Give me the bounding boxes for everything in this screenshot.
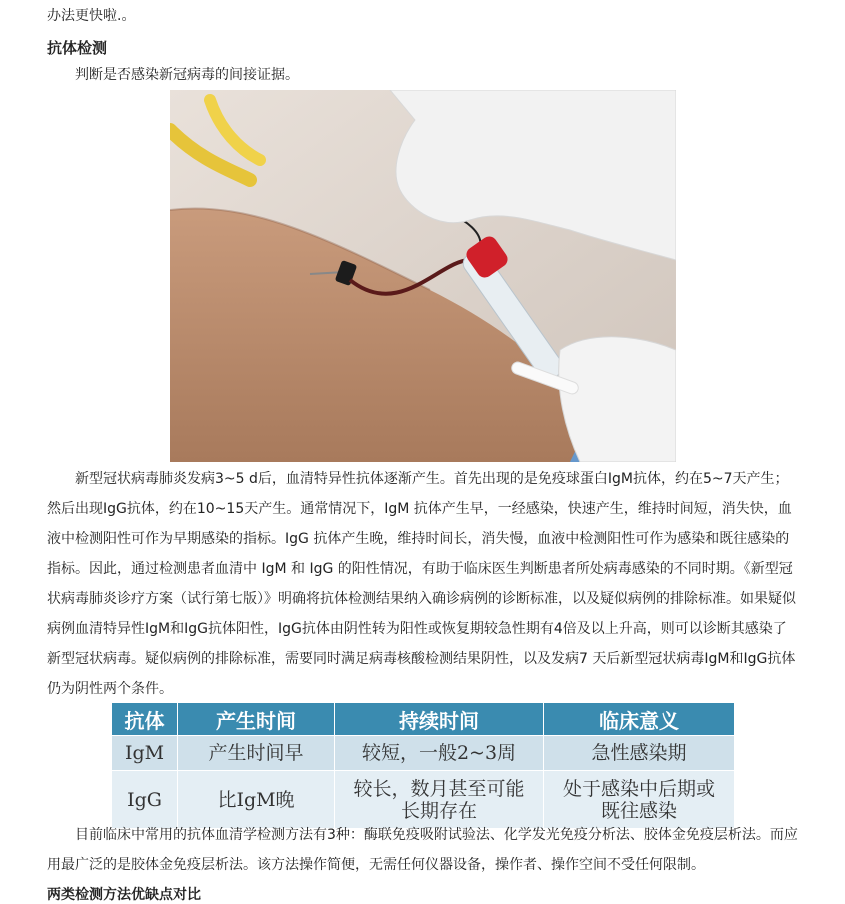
paragraph-antibody-info: 新型冠状病毒肺炎发病3~5 d后，血清特异性抗体逐渐产生。首先出现的是免疫球蛋白IgM抗体，约在5~7天产生；然后出现IgG抗体，约在10~15天产生。通常情况下，IgM 抗体产生早，一经感染，快速产生，维持时间短，消失快，血液中检测阳性可作为早期感染的指标。IgG 抗体产生晚，维持时间长，消失慢，血液中检测阳性可作为感染和既往感染的指标。因此，通过检测患者血清中 IgM 和 IgG 的阳性情况，有助于临床医生判断患者所处病毒感染的不同时期。《新型冠状病毒肺炎诊疗方案（试行第七版）》明确将抗体检测结果纳入确诊病例的诊断标准，以及疑似病例的排除标准。如果疑似病例血清特异性IgM和IgG抗体阳性，IgG抗体由阴性转为阳性或恢复期较急性期有4倍及以上升高，则可以诊断其感染了新型冠状病毒。疑似病例的排除标准，需要同时满足病毒核酸检测结果阴性，以及发病7 天后新型冠状病毒IgM和IgG抗体仍为阴性两个条件。 bbox=[47, 471, 796, 697]
section-heading: 抗体检测 bbox=[47, 39, 108, 57]
antibody-comparison-table bbox=[111, 702, 735, 829]
blood-draw-illustration bbox=[170, 90, 676, 462]
gloved-hand-bottom bbox=[559, 337, 676, 462]
table-cell: IgG bbox=[112, 771, 178, 829]
table-cell: 较短，一般2~3周 bbox=[335, 736, 544, 771]
table-cell: 产生时间早 bbox=[178, 736, 335, 771]
next-heading-partial: 两类检测方法优缺点对比 bbox=[47, 887, 201, 903]
intro-text: 判断是否感染新冠病毒的间接证据。 bbox=[75, 67, 299, 83]
blood-draw-photo bbox=[170, 90, 676, 462]
table-cell: 处于感染中后期或既往感染 bbox=[544, 771, 735, 829]
table-cell: 急性感染期 bbox=[544, 736, 735, 771]
table-header-cell: 临床意义 bbox=[544, 703, 735, 736]
table-cell: 比IgM晚 bbox=[178, 771, 335, 829]
table-header-cell: 产生时间 bbox=[178, 703, 335, 736]
table-header-cell: 抗体 bbox=[112, 703, 178, 736]
table-cell: 较长，数月甚至可能长期存在 bbox=[335, 771, 544, 829]
table-header-cell: 持续时间 bbox=[335, 703, 544, 736]
table-header-row bbox=[112, 703, 735, 736]
table-row bbox=[112, 736, 735, 771]
table-cell: IgM bbox=[112, 736, 178, 771]
paragraph-test-methods: 目前临床中常用的抗体血清学检测方法有3种：酶联免疫吸附试验法、化学发光免疫分析法、胶体金免疫层析法。而应用最广泛的是胶体金免疫层析法。该方法操作简便，无需任何仪器设备，操作者、操作空间不受任何限制。 bbox=[47, 827, 798, 873]
top-text-line: 办法更快啦.。 bbox=[47, 8, 136, 24]
